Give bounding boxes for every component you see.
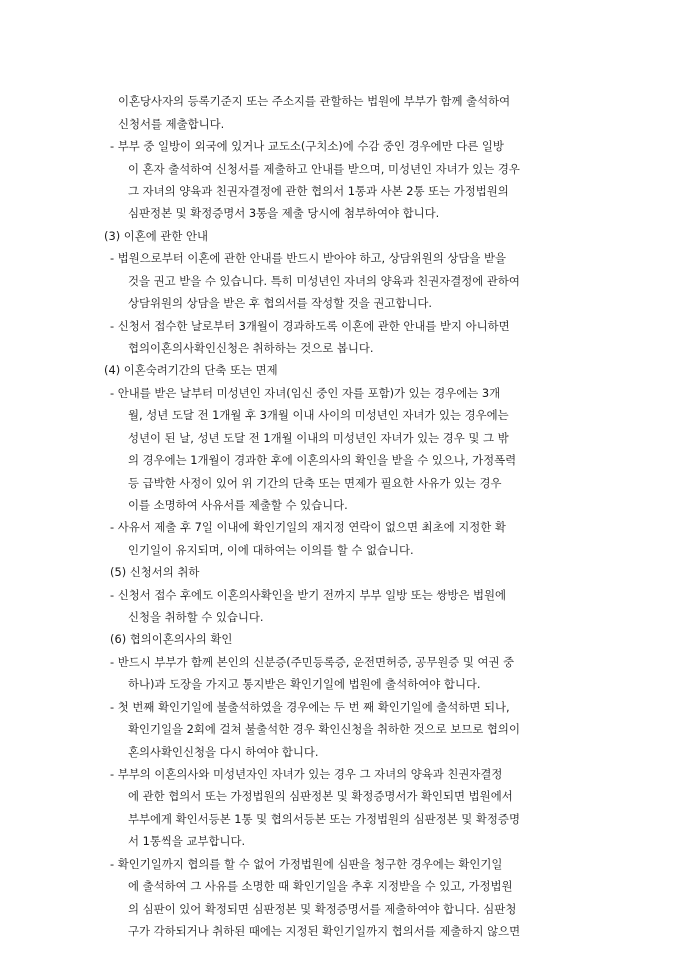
- body-text-line: 이 혼자 출석하여 신청서를 제출하고 안내를 받으며, 미성년인 자녀가 있는 경우: [128, 162, 520, 176]
- body-text-line: 서 1통씩을 교부합니다.: [128, 834, 246, 848]
- body-text-line: 부부에게 확인서등본 1통 및 협의서등본 또는 가정법원의 심판정본 및 확정증명: [128, 812, 520, 826]
- bullet-line: - 확인기일까지 협의를 할 수 없어 가정법원에 심판을 청구한 경우에는 확인기일: [110, 857, 503, 871]
- bullet-line: - 안내를 받은 날부터 미성년인 자녀(임신 중인 자를 포함)가 있는 경우에는 3개: [110, 386, 501, 400]
- body-text-line: 심판정본 및 확정증명서 3통을 제출 당시에 첨부하여야 합니다.: [128, 206, 440, 220]
- body-text-line: 신청을 취하할 수 있습니다.: [128, 610, 264, 624]
- body-text-line: 인기일이 유지되며, 이에 대하여는 이의를 할 수 없습니다.: [128, 543, 414, 557]
- section-heading: (5) 신청서의 취하: [110, 565, 200, 579]
- body-text-line: 확인기일을 2회에 걸쳐 불출석한 경우 확인신청을 취하한 것으로 보므로 협의이: [128, 722, 520, 736]
- body-text-line: 월, 성년 도달 전 1개월 후 3개월 이내 사이의 미성년인 자녀가 있는 경우에는: [128, 408, 509, 422]
- section-heading: (4) 이혼숙려기간의 단축 또는 면제: [104, 363, 278, 377]
- body-text-line: 상담위원의 상담을 받은 후 협의서를 작성할 것을 권고합니다.: [128, 296, 433, 310]
- body-text-line: 이혼당사자의 등록기준지 또는 주소지를 관할하는 법원에 부부가 함께 출석하여: [118, 94, 511, 108]
- body-text-line: 혼의사확인신청을 다시 하여야 합니다.: [128, 745, 319, 759]
- body-text-line: 의 경우에는 1개월이 경과한 후에 이혼의사의 확인을 받을 수 있으나, 가정폭력: [128, 453, 517, 467]
- bullet-line: - 신청서 접수한 날로부터 3개월이 경과하도록 이혼에 관한 안내를 받지 아니하면: [110, 319, 510, 333]
- body-text-line: 에 출석하여 그 사유를 소명한 때 확인기일을 추후 지정받을 수 있고, 가정법원: [128, 879, 513, 893]
- bullet-line: - 신청서 접수 후에도 이혼의사확인을 받기 전까지 부부 일방 또는 쌍방은 법원에: [110, 588, 507, 602]
- body-text-line: 하나)과 도장을 가지고 통지받은 확인기일에 법원에 출석하여야 합니다.: [128, 677, 481, 691]
- section-heading: (3) 이혼에 관한 안내: [104, 229, 209, 243]
- body-text-line: 협의이혼의사확인신청은 취하하는 것으로 봅니다.: [128, 341, 374, 355]
- body-text-line: 이를 소명하여 사유서를 제출할 수 있습니다.: [128, 498, 348, 512]
- bullet-line: - 사유서 제출 후 7일 이내에 확인기일의 재지정 연락이 없으면 최초에 지정한 확: [110, 520, 506, 534]
- body-text-line: 에 관한 협의서 또는 가정법원의 심판정본 및 확정증명서가 확인되면 법원에서: [128, 789, 513, 803]
- bullet-line: - 부부의 이혼의사와 미성년자인 자녀가 있는 경우 그 자녀의 양육과 친권자결정: [110, 767, 503, 781]
- body-text-line: 신청서를 제출합니다.: [118, 117, 225, 131]
- body-text-line: 의 심판이 있어 확정되면 심판정본 및 확정증명서를 제출하여야 합니다. 심판청: [128, 902, 517, 916]
- section-heading: (6) 협의이혼의사의 확인: [110, 632, 233, 646]
- bullet-line: - 법원으로부터 이혼에 관한 안내를 반드시 받아야 하고, 상담위원의 상담을 받을: [110, 251, 507, 265]
- bullet-line: - 첫 번째 확인기일에 불출석하였을 경우에는 두 번 째 확인기일에 출석하면 되나,: [110, 700, 510, 714]
- body-text-line: 것을 권고 받을 수 있습니다. 특히 미성년인 자녀의 양육과 친권자결정에 관하여: [128, 274, 520, 288]
- body-text-line: 구가 각하되거나 취하된 때에는 지정된 확인기일까지 협의서를 제출하지 않으면: [128, 924, 521, 938]
- body-text-line: 등 급박한 사정이 있어 위 기간의 단축 또는 면제가 필요한 사유가 있는 경우: [128, 476, 502, 490]
- body-text-line: 그 자녀의 양육과 친권자결정에 관한 협의서 1통과 사본 2통 또는 가정법원의: [128, 184, 509, 198]
- bullet-line: - 반드시 부부가 함께 본인의 신분증(주민등록증, 운전면허증, 공무원증 및 여권 중: [110, 655, 515, 669]
- body-text-line: 성년이 된 날, 성년 도달 전 1개월 이내의 미성년인 자녀가 있는 경우 및 그 밖: [128, 431, 509, 445]
- bullet-line: - 부부 중 일방이 외국에 있거나 교도소(구치소)에 수감 중인 경우에만 다른 일방: [110, 139, 504, 153]
